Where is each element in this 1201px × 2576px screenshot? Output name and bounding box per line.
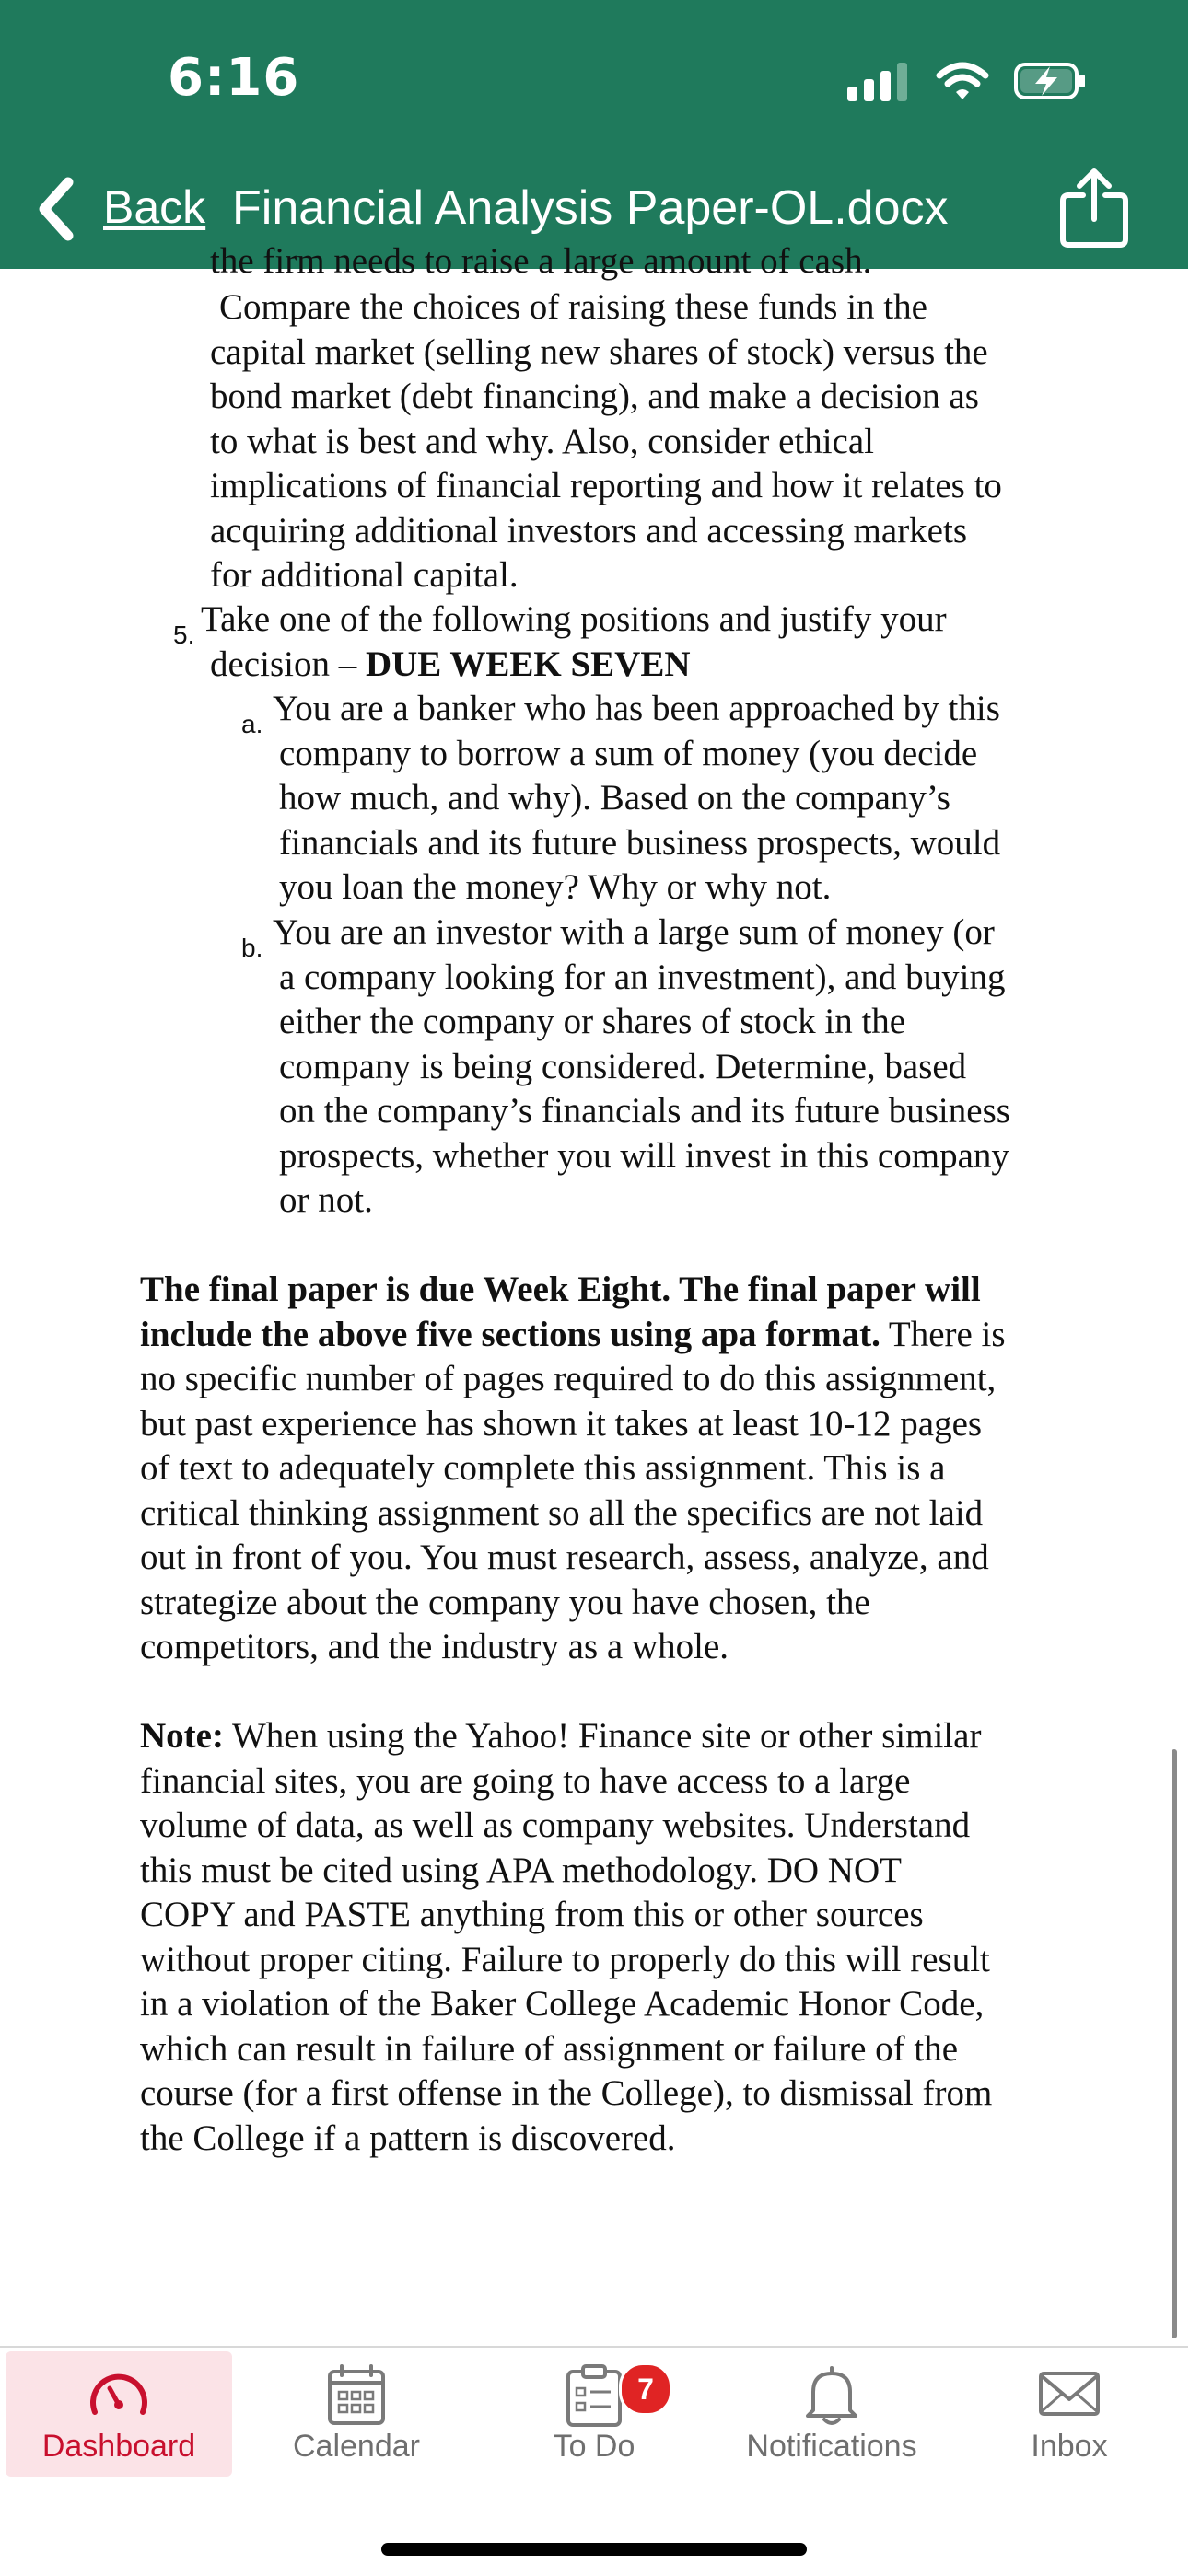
text-line: out in front of you. You must research, assess, analyze, and (140, 1537, 989, 1577)
document-title: Financial Analysis Paper-OL.docx (232, 181, 949, 235)
text-line: in a violation of the Baker College Academic Honor Code, (140, 1984, 985, 2024)
text-line: capital market (selling new shares of stock) versus the (210, 331, 988, 372)
text-line: of text to adequately complete this assignment. This is a (140, 1448, 946, 1488)
text-line: You are a banker who has been approached by this (273, 689, 1000, 728)
text-line: financials and its future business prospects, would (279, 822, 1001, 863)
todo-clipboard-icon (565, 2364, 624, 2427)
tab-calendar[interactable] (243, 2351, 470, 2477)
text-line (140, 1268, 1006, 1313)
partially-hidden-line: the firm needs to raise a large amount of cash. (210, 241, 872, 281)
text-line: You are an investor with a large sum of money (or (273, 912, 995, 952)
text-line: course (for a first offense in the College), to dismissal from (140, 2073, 993, 2113)
icon-wrap (956, 2364, 1183, 2431)
cellular-signal-icon (847, 61, 912, 101)
text-line (140, 1313, 1006, 1358)
wifi-icon (936, 61, 989, 101)
text-line: implications of financial reporting and how it relates to (210, 466, 1002, 505)
back-button[interactable]: Back (103, 181, 206, 233)
list-marker-5: 5. (173, 621, 195, 649)
text-line: without proper citing. Failure to properly do this will result (140, 1939, 990, 1979)
status-time: 6:16 (168, 48, 300, 108)
dashboard-gauge-icon (84, 2364, 154, 2419)
text-fragment: decision – (210, 644, 366, 684)
text-line: prospects, whether you will invest in this company (279, 1135, 1009, 1176)
item-5b-text (273, 911, 1010, 1224)
status-icons (847, 55, 1087, 107)
text-line: strategize about the company you have chosen, the (140, 1582, 870, 1622)
vertical-scrollbar[interactable] (1172, 1749, 1177, 2338)
text-line: a company looking for an investment), and buying (279, 957, 1006, 997)
top-bar (0, 0, 1188, 269)
tab-todo[interactable] (481, 2351, 707, 2477)
text-fragment: include the above five sections using apa format. (140, 1314, 880, 1354)
note-paragraph (140, 1714, 992, 2161)
bell-icon (802, 2364, 861, 2427)
text-line: the College if a pattern is discovered. (140, 2118, 676, 2158)
list-marker-5b: b. (241, 934, 263, 962)
tab-notifications[interactable] (718, 2351, 945, 2477)
tab-label: Notifications (746, 2429, 917, 2464)
icon-wrap (481, 2364, 707, 2431)
text-line: no specific number of pages required to do this assignment, (140, 1359, 997, 1398)
document-viewer[interactable] (0, 241, 1188, 2346)
tab-label: Dashboard (41, 2429, 196, 2464)
text-fragment: When using the Yahoo! Finance site or other similar (223, 1716, 982, 1756)
item-5-text (201, 598, 947, 687)
tab-label: Inbox (1031, 2429, 1108, 2464)
text-line: you loan the money? Why or why not. (279, 867, 832, 907)
tab-inbox[interactable] (956, 2351, 1183, 2477)
text-line: this must be cited using APA methodology. DO NOT (140, 1850, 902, 1890)
calendar-icon (327, 2364, 386, 2427)
text-line: but past experience has shown it takes at least 10-12 pages (140, 1403, 983, 1444)
todo-count-badge: 7 (619, 2362, 672, 2416)
share-icon[interactable] (1057, 168, 1131, 250)
text-line: volume of data, as well as company websites. Understand (140, 1805, 971, 1845)
final-paper-paragraph (140, 1268, 1006, 1670)
battery-charging-icon (1013, 61, 1087, 101)
text-line: competitors, and the industry as a whole. (140, 1627, 729, 1666)
text-line: how much, and why). Based on the company’s (279, 778, 950, 818)
back-chevron-icon[interactable] (31, 175, 83, 243)
text-line: bond market (debt financing), and make a decision as (210, 377, 979, 416)
text-line: critical thinking assignment so all the specifics are not laid (140, 1492, 984, 1533)
icon-wrap (6, 2364, 232, 2431)
text-line: Compare the choices of raising these funds in the (219, 287, 927, 327)
icon-wrap (718, 2364, 945, 2431)
text-fragment: The final paper is due Week Eight. The final paper will (140, 1270, 981, 1309)
inbox-envelope-icon (1037, 2364, 1102, 2419)
text-line: financial sites, you are going to have access to a large (140, 1760, 911, 1801)
list-marker-5a: a. (241, 710, 263, 738)
item-5a-text (273, 687, 1000, 911)
text-line: company to borrow a sum of money (you decide (279, 733, 978, 773)
icon-wrap (243, 2364, 470, 2431)
text-line: on the company’s financials and its future business (279, 1091, 1010, 1131)
text-line: or not. (279, 1180, 373, 1220)
home-indicator[interactable] (381, 2543, 807, 2556)
text-line: company is being considered. Determine, based (279, 1046, 967, 1086)
text-line: Take one of the following positions and justify your (201, 599, 947, 639)
text-fragment: There is (880, 1314, 1006, 1354)
text-line: for additional capital. (210, 555, 519, 595)
bottom-tab-bar (0, 2346, 1188, 2576)
text-line: acquiring additional investors and accessing markets (210, 510, 968, 551)
text-line: which can result in failure of assignment or failure of the (140, 2028, 959, 2069)
tab-label: To Do (553, 2429, 635, 2464)
nav-row (0, 168, 1188, 250)
text-line: COPY and PASTE anything from this or other sources (140, 1895, 924, 1934)
text-line (140, 1714, 992, 1759)
text-line: to what is best and why. Also, consider ethical (210, 421, 875, 461)
tab-dashboard[interactable] (6, 2351, 232, 2477)
text-line (201, 643, 947, 688)
item-4-text (210, 285, 1002, 598)
tab-label: Calendar (293, 2429, 420, 2464)
text-line: either the company or shares of stock in the (279, 1002, 906, 1041)
due-week-seven: DUE WEEK SEVEN (365, 644, 691, 684)
note-label: Note: (140, 1716, 224, 1756)
